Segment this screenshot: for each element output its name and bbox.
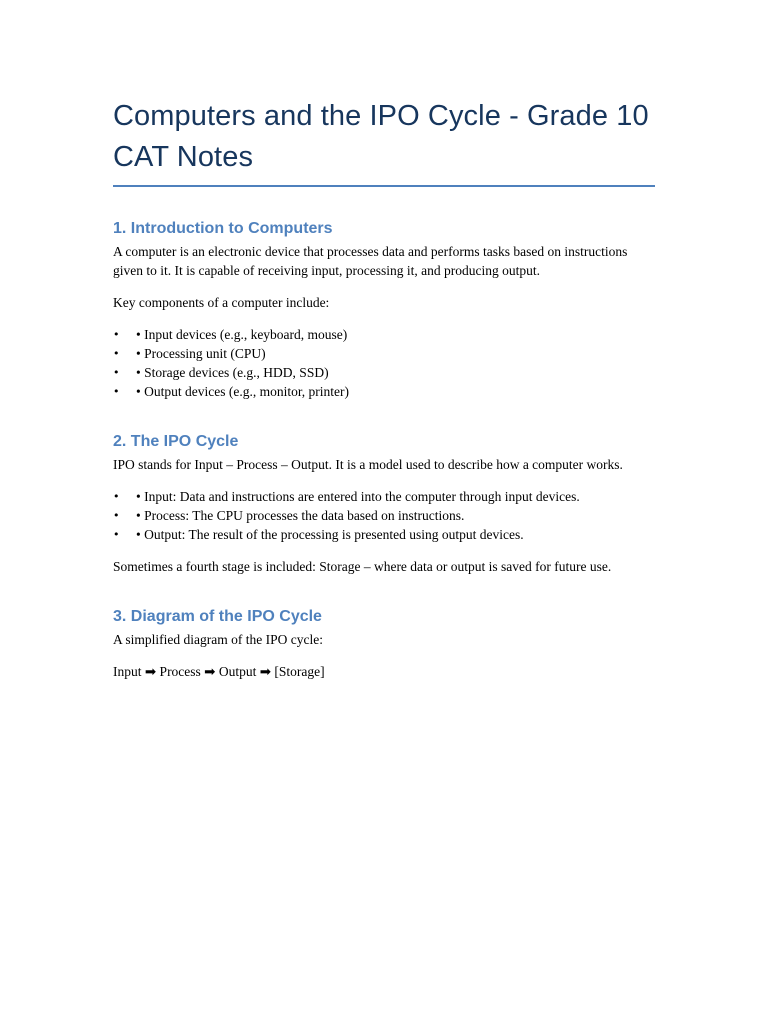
list-item [113,487,655,506]
ipo-stages-list [113,487,655,544]
section-heading-ipo-cycle: 2. The IPO Cycle [113,433,239,450]
list-item [113,525,655,544]
list-item [113,344,655,363]
list-item [113,363,655,382]
list-item [113,506,655,525]
bullet-icon: • [113,328,120,341]
bullet-icon: • [113,366,120,379]
list-item-text: • Output: The result of the processing is presented using output devices. [136,527,524,542]
key-components-paragraph: Key components of a computer include: [113,295,330,310]
bullet-icon: • [113,528,120,541]
list-item-text: • Process: The CPU processes the data based on instructions. [136,508,465,523]
diagram-intro-paragraph: A simplified diagram of the IPO cycle: [113,632,323,647]
page-title: Computers and the IPO Cycle - Grade 10 CAT Notes [113,100,649,173]
document-page [113,0,655,681]
intro-paragraph: A computer is an electronic device that processes data and performs tasks based on instructions given to it. It is capable of receiving input, processing it, and producing output. [113,244,628,278]
bullet-icon: • [113,509,120,522]
list-item [113,382,655,401]
bullet-icon: • [113,490,120,503]
title-underline-rule [113,185,655,187]
section-ipo-diagram [113,607,655,681]
list-item-text: • Storage devices (e.g., HDD, SSD) [136,365,329,380]
bullet-icon: • [113,385,120,398]
ipo-flow-diagram-text: Input ➡ Process ➡ Output ➡ [Storage] [113,664,325,679]
list-item-text: • Processing unit (CPU) [136,346,266,361]
list-item-text: • Input devices (e.g., keyboard, mouse) [136,327,348,342]
key-components-list [113,325,655,401]
ipo-definition-paragraph: IPO stands for Input – Process – Output. It is a model used to describe how a computer works. [113,457,623,472]
section-heading-ipo-diagram: 3. Diagram of the IPO Cycle [113,608,322,625]
list-item-text: • Input: Data and instructions are entered into the computer through input devices. [136,489,580,504]
section-ipo-cycle [113,432,655,576]
storage-stage-paragraph: Sometimes a fourth stage is included: Storage – where data or output is saved for future use. [113,559,612,574]
section-heading-introduction: 1. Introduction to Computers [113,220,333,237]
section-introduction [113,219,655,401]
list-item-text: • Output devices (e.g., monitor, printer) [136,384,350,399]
list-item [113,325,655,344]
bullet-icon: • [113,347,120,360]
